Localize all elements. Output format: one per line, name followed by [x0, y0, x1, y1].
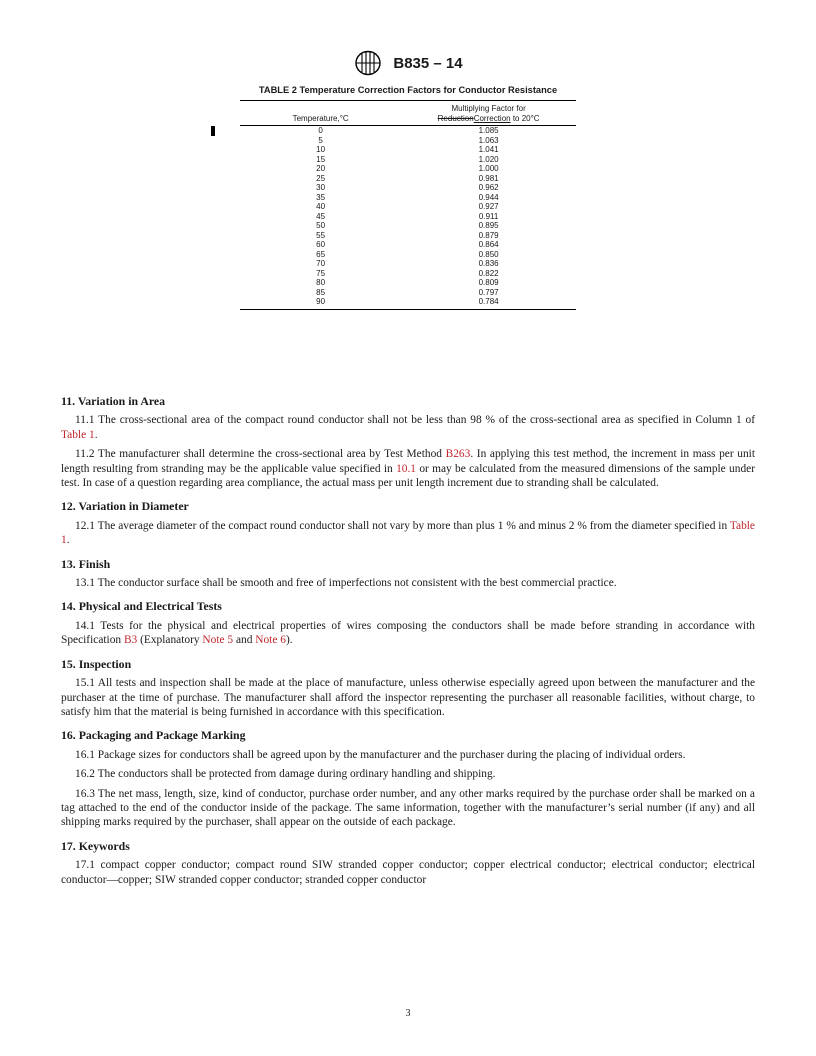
standard-designation: B835 – 14: [393, 54, 463, 72]
temperature-cell: 85: [316, 287, 326, 297]
table-row: [240, 136, 576, 146]
section-heading: 17. Keywords: [61, 838, 130, 853]
paragraph-text: (Explanatory: [137, 634, 203, 647]
paragraph-text: .: [94, 428, 98, 441]
section-12: [61, 499, 755, 547]
table-row: [240, 126, 576, 136]
paragraph-11-1: [61, 413, 755, 442]
section-heading: 11. Variation in Area: [61, 394, 166, 408]
temperature-cell: 20: [316, 164, 326, 173]
factor-cell: 0.822: [478, 268, 499, 278]
table-row: [240, 278, 576, 288]
factor-cell: 0.927: [478, 202, 499, 211]
section-heading: 16. Packaging and Package Marking: [61, 728, 246, 743]
factor-cell: 0.962: [478, 183, 499, 192]
temperature-cell: 35: [316, 192, 326, 202]
factor-cell: 1.020: [478, 154, 499, 164]
table-row: [240, 174, 576, 184]
paragraph-15-1: 15.1 All tests and inspection shall be made at the place of manufacture, unless otherwise especially agreed upon between the manufacturer and the purchaser at the time of purchase. The manufacturer shall afford the inspector representing the purchaser all reasonable facilities, without charge, to satisfy him that the material is being furnished in accordance with this specification.: [61, 677, 755, 718]
factor-cell: 1.000: [478, 164, 499, 173]
table-row: [240, 145, 576, 155]
paragraph-17-1: 17.1 compact copper conductor; compact round SIW stranded copper conductor; copper electrical conductor; electrical conductor; electrical conductor—copper; SIW stranded copper conductor; stranded copper conductor: [61, 859, 755, 886]
b263-link[interactable]: B263: [445, 448, 471, 461]
factor-cell: 0.784: [401, 297, 576, 309]
factor-cell: 0.981: [478, 173, 499, 183]
factor-cell: 0.911: [478, 211, 499, 221]
temperature-cell: 65: [316, 249, 326, 259]
temperature-cell: 80: [316, 278, 326, 287]
table-row: [240, 202, 576, 212]
factor-cell: 0.879: [478, 230, 499, 240]
temperature-cell: 45: [316, 211, 326, 221]
temperature-cell: 40: [316, 202, 326, 211]
factor-cell: 0.850: [478, 249, 499, 259]
factor-cell: 0.797: [478, 287, 499, 297]
paragraph-16-2: 16.2 The conductors shall be protected from damage during ordinary handling and shipping.: [75, 768, 496, 781]
table-row: [240, 250, 576, 260]
section-heading: 12. Variation in Diameter: [61, 499, 189, 514]
factor-cell: 0.836: [478, 259, 499, 268]
table-row: [240, 164, 576, 174]
b3-link[interactable]: B3: [123, 634, 138, 647]
factor-cell: 0.895: [478, 221, 499, 230]
paragraph-text: 12.1 The average diameter of the compact round conductor shall not vary by more than plus 1 % and minus 2 % from the diameter specified in: [75, 519, 730, 532]
paragraph-text: .: [66, 534, 70, 547]
paragraph-14-1: [61, 619, 755, 648]
paragraph-text: 14.1 Tests for the physical and electrical properties of wires composing the conductors shall be made before stranding in accordance with Specification: [61, 619, 755, 647]
col-header-temperature: Temperature,°C: [240, 101, 401, 126]
col-header-factor-line1: Multiplying Factor for: [451, 104, 526, 113]
temperature-cell: 60: [316, 240, 326, 249]
table-row: [240, 231, 576, 241]
paragraph-12-1: [61, 519, 755, 548]
inserted-text: Correction: [473, 113, 511, 123]
section-16: [61, 728, 755, 829]
table-row: [240, 212, 576, 222]
paragraph-text: 11.2 The manufacturer shall determine the cross-sectional area by Test Method: [75, 448, 446, 461]
table-row: [240, 240, 576, 250]
col-header-factor: [401, 101, 576, 126]
section-15: [61, 657, 755, 720]
astm-logo-icon: [353, 50, 383, 76]
section-heading: 13. Finish: [61, 556, 111, 571]
table-title: TABLE 2 Temperature Correction Factors for Conductor Resistance: [258, 85, 558, 95]
factor-cell: 1.063: [478, 135, 499, 145]
section-11: [61, 394, 755, 490]
note-6-link[interactable]: Note 6: [255, 634, 286, 647]
section-14: [61, 599, 755, 647]
section-13: [61, 557, 755, 591]
section-heading: 15. Inspection: [61, 656, 132, 671]
table-row: [240, 221, 576, 231]
temperature-cell: 75: [316, 268, 326, 278]
deleted-text: Reduction: [437, 113, 474, 123]
paragraph-text: or may be calculated from the measured dimensions of the sample under test. In case of a question regarding area compliance, the actual mass per unit length increment due to stranding shall be calculated.: [61, 462, 755, 490]
table-row: [240, 288, 576, 298]
temperature-cell: 50: [316, 221, 326, 230]
temperature-cell: 25: [316, 173, 326, 183]
table-row: [240, 183, 576, 193]
temperature-cell: 70: [316, 259, 326, 268]
table-row: [240, 155, 576, 165]
paragraph-11-2: [61, 447, 755, 490]
note-5-link[interactable]: Note 5: [202, 634, 234, 647]
factor-cell: 0.944: [478, 192, 499, 202]
factor-cell: 0.809: [478, 278, 499, 287]
factor-cell: 1.041: [478, 145, 499, 154]
factor-cell: 0.864: [478, 240, 499, 249]
table-1-link[interactable]: Table 1: [61, 519, 755, 547]
paragraph-text: and: [233, 634, 256, 647]
correction-factor-table: [240, 100, 576, 310]
paragraph-text: ).: [285, 634, 293, 647]
col-header-factor-tail: to 20°C: [510, 113, 540, 123]
temperature-cell: 55: [316, 230, 326, 240]
table-2: [240, 84, 576, 310]
table-1-link[interactable]: Table 1: [61, 428, 95, 441]
temperature-cell: 0: [318, 126, 323, 135]
temperature-cell: 30: [316, 183, 326, 192]
temperature-cell: 5: [318, 135, 323, 145]
section-10-1-link[interactable]: 10.1: [396, 462, 416, 475]
document-body: [61, 394, 755, 896]
paragraph-16-1: 16.1 Package sizes for conductors shall be agreed upon by the manufacturer and the purchaser during the placing of individual orders.: [75, 748, 686, 761]
temperature-cell: 15: [316, 154, 326, 164]
paragraph-13-1: 13.1 The conductor surface shall be smooth and free of imperfections not consistent with the best commercial practice.: [75, 577, 617, 590]
table-row: [240, 297, 576, 309]
table-row: [240, 193, 576, 203]
table-body: [240, 126, 576, 310]
paragraph-16-3: 16.3 The net mass, length, size, kind of conductor, purchase order number, and any other marks required by the purchase order shall be marked on a tag attached to the end of the conductor inside of the package. The same information, together with the manufacturer’s serial number (if any) and all shipping marks required by the purchaser, shall appear on the outside of each package.: [61, 787, 755, 829]
factor-cell: 1.085: [478, 126, 499, 135]
paragraph-text: . In applying this test method, the increment in mass per unit length resulting from stranding may be the applicable value specified in: [61, 448, 755, 475]
table-row: [240, 259, 576, 269]
section-17: [61, 839, 755, 887]
temperature-cell: 90: [240, 297, 401, 309]
page-header: [0, 50, 816, 76]
section-heading: 14. Physical and Electrical Tests: [61, 599, 222, 614]
paragraph-text: 11.1 The cross-sectional area of the compact round conductor shall not be less than 98 % of the cross-sectional area as specified in Column 1 of: [75, 414, 755, 427]
table-row: [240, 269, 576, 279]
page-number: 3: [405, 1008, 411, 1019]
revision-change-bar: [211, 126, 215, 136]
temperature-cell: 10: [316, 145, 326, 154]
